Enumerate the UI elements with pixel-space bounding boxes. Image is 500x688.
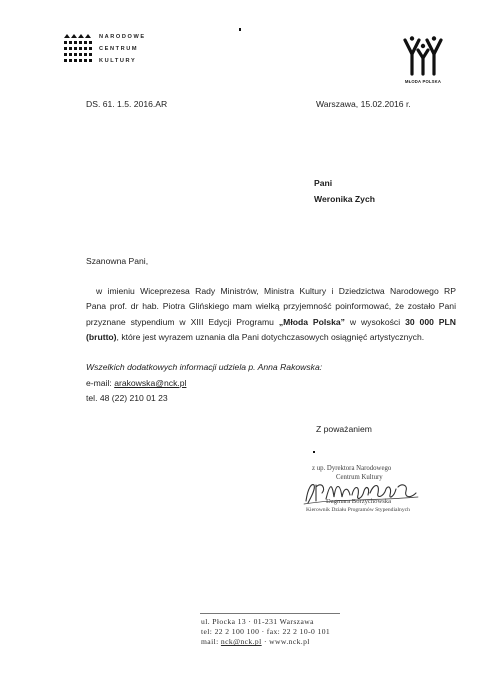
stipend-amount: 30 000 PLN [405, 316, 456, 327]
recipient-title: Pani [314, 178, 333, 188]
stamp-line-1: z up. Dyrektora Narodowego [312, 465, 392, 472]
signature-stamp [296, 465, 430, 517]
nck-logo-line-3: KULTURY [99, 58, 137, 64]
contact-email-link[interactable]: arakowska@nck.pl [114, 378, 187, 388]
body-paragraph [86, 284, 456, 345]
mloda-polska-logo [401, 36, 445, 88]
footer-mail-label: mail: [201, 637, 221, 647]
stamp-line-2: Centrum Kultury [336, 474, 383, 481]
signatory-title: Kierownik Działu Programów Stypendialnych [306, 507, 410, 513]
body-line-4-rest: , które jest wyrazem uznania dla Pani dotychczasowych osiągnięć artystycznych. [116, 331, 425, 342]
body-line-1: w imieniu Wiceprezesa Rady Ministrów, Ministra Kultury i Dziedzictwa Narodowego RP [96, 286, 456, 296]
contact-info-line: Wszelkich dodatkowych informacji udziela p. Anna Rakowska: [86, 362, 323, 372]
mloda-polska-figures-icon [401, 36, 445, 78]
scan-speck [239, 28, 241, 31]
body-line-3-pre: przyznane stypendium w XIII Edycji Programu [86, 316, 279, 327]
footer-mail-line [201, 637, 330, 647]
footer-phones: tel: 22 2 100 100 · fax: 22 2 10-0 101 [201, 627, 331, 637]
mloda-polska-caption: MŁODA POLSKA [404, 79, 442, 84]
program-name: „Młoda Polska” [278, 316, 345, 327]
footer-address-block [201, 617, 330, 648]
letter-reference: DS. 61. 1.5. 2016.AR [86, 99, 168, 109]
footer-email-link[interactable]: nck@nck.pl [220, 637, 262, 647]
body-line-4 [86, 330, 456, 345]
body-line-3 [86, 315, 456, 330]
nck-logo-line-1: NARODOWE [99, 34, 146, 40]
nck-grid-icon [63, 33, 93, 65]
nck-logo [63, 33, 155, 69]
brutto-label: (brutto) [86, 331, 117, 342]
footer-divider [200, 613, 340, 614]
email-label: e-mail: [86, 378, 115, 388]
scan-speck [313, 451, 315, 453]
body-line-3-mid: w wysokości [344, 316, 406, 327]
nck-logo-line-2: CENTRUM [99, 46, 139, 52]
body-line-2: Pana prof. dr hab. Piotra Glińskiego mam wielką przyjemność poinformować, że zostało Pani [86, 301, 456, 312]
recipient-name: Weronika Zych [314, 194, 375, 204]
footer-address: ul. Płocka 13 · 01-231 Warszawa [201, 617, 314, 626]
place-and-date: Warszawa, 15.02.2016 r. [316, 99, 411, 109]
contact-email-line [86, 378, 186, 389]
closing-phrase: Z poważaniem [316, 424, 372, 434]
salutation: Szanowna Pani, [86, 256, 149, 266]
contact-phone: tel. 48 (22) 210 01 23 [86, 393, 168, 403]
signatory-name: Dagmara Borzychowska [326, 498, 391, 505]
footer-website: · www.nck.pl [261, 637, 310, 647]
